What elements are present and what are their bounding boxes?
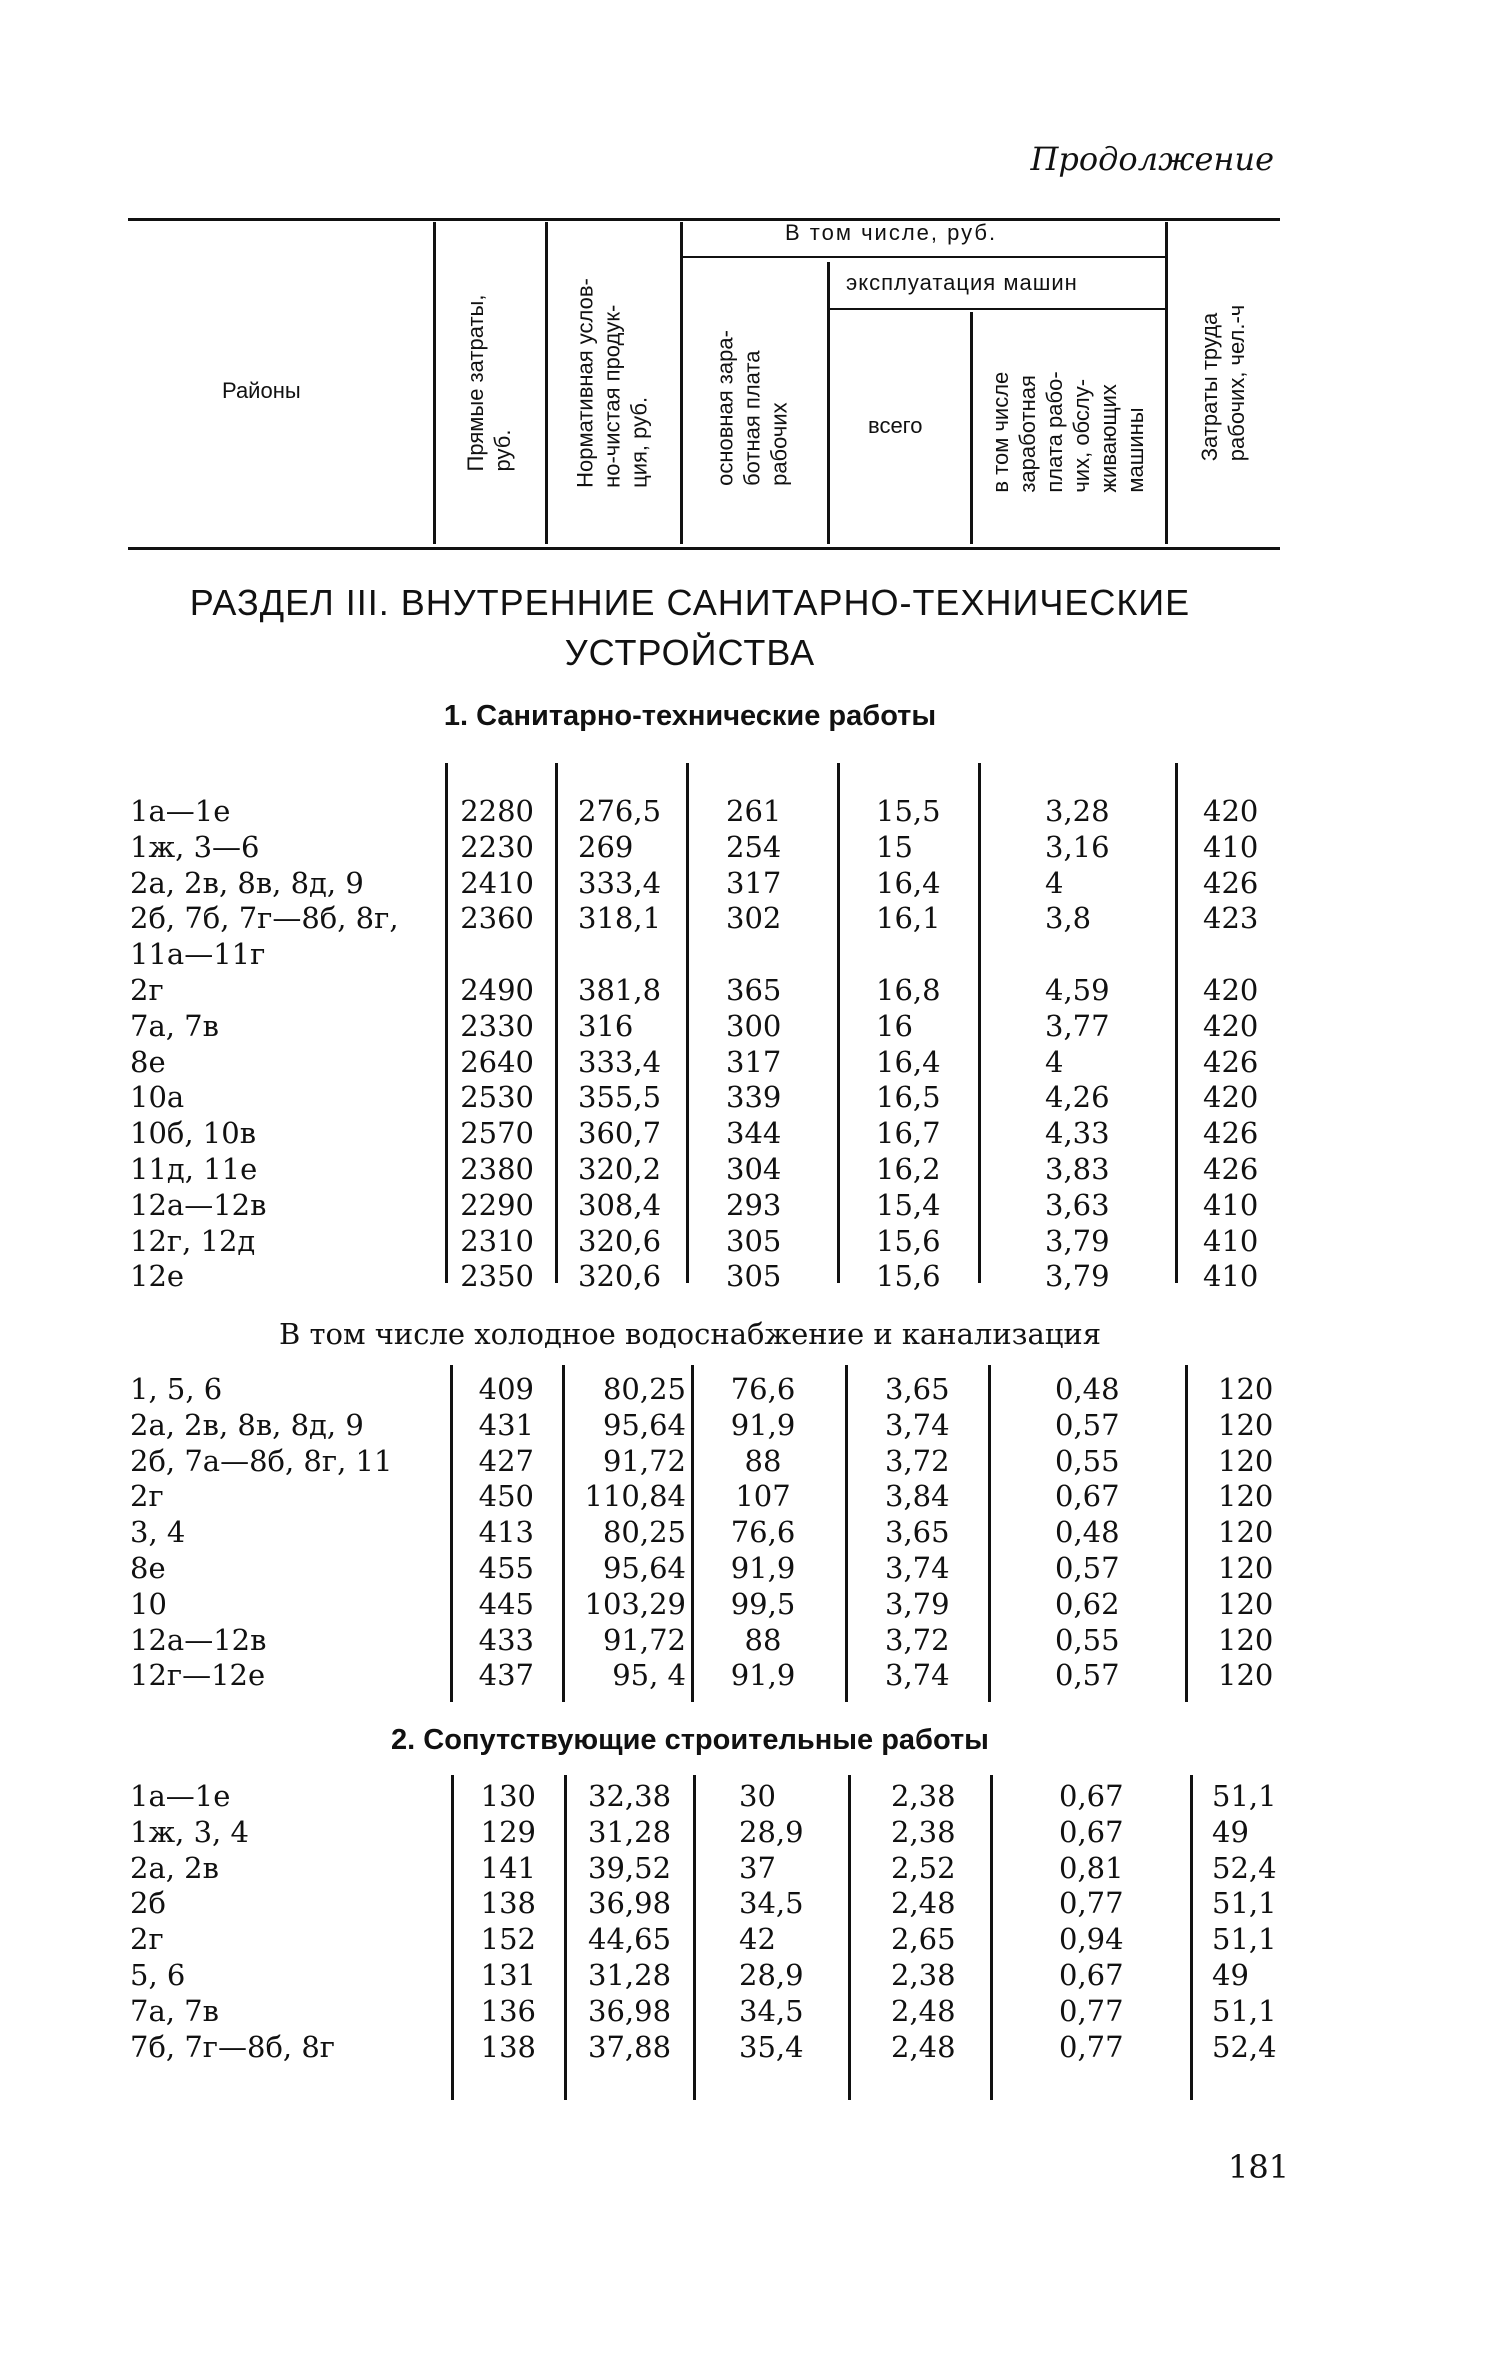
header-normative-net: Нормативная услов- но-чистая продук- ция, руб. <box>572 278 652 488</box>
cell-direct: 413 <box>478 1515 534 1550</box>
cell-mwage: 3,77 <box>1045 1008 1110 1043</box>
cell-norm: 32,38 <box>588 1779 672 1813</box>
table-row <box>0 1958 1503 1994</box>
cell-direct: 2230 <box>460 829 534 864</box>
cell-labor: 120 <box>1218 1479 1274 1514</box>
cell-mwage: 0,57 <box>1055 1658 1120 1693</box>
cell-direct: 445 <box>478 1586 534 1621</box>
cell-mwage: 0,48 <box>1055 1515 1120 1550</box>
table-row <box>0 1045 1503 1081</box>
cell-mwage: 3,79 <box>1045 1223 1110 1258</box>
cell-region: 7а, 7в <box>130 1993 219 2028</box>
cell-norm: 276,5 <box>578 794 662 828</box>
cell-mwage: 3,28 <box>1045 794 1110 828</box>
table-row <box>0 1886 1503 1922</box>
table-row <box>0 1515 1503 1551</box>
cell-norm: 103,29 <box>584 1586 686 1621</box>
table-row <box>0 1658 1503 1694</box>
cell-labor: 51,1 <box>1212 1779 1277 1813</box>
cell-region: 3, 4 <box>130 1515 186 1550</box>
cell-direct: 431 <box>478 1407 534 1442</box>
table-row <box>0 1779 1503 1815</box>
cell-wage: 28,9 <box>739 1814 804 1849</box>
table-row <box>0 1372 1503 1408</box>
cell-wage: 76,6 <box>730 1515 796 1550</box>
cell-wage: 34,5 <box>739 1886 804 1921</box>
cell-total: 2,38 <box>891 1779 956 1813</box>
cell-region: 7б, 7г—8б, 8г <box>130 2029 335 2064</box>
table-row <box>0 1994 1503 2030</box>
cell-mwage: 0,57 <box>1055 1550 1120 1585</box>
cell-mwage: 0,48 <box>1055 1372 1120 1406</box>
cell-wage: 42 <box>739 1922 776 1957</box>
cell-labor: 426 <box>1203 1044 1259 1079</box>
header-including-rule <box>683 256 1167 258</box>
cell-direct: 2530 <box>460 1080 534 1115</box>
cell-mwage: 0,67 <box>1059 1779 1124 1813</box>
cell-total: 16,4 <box>876 1044 941 1079</box>
table-row <box>0 1551 1503 1587</box>
cell-norm: 320,2 <box>578 1151 662 1186</box>
cell-labor: 120 <box>1218 1372 1274 1406</box>
header-top-rule <box>128 218 1280 221</box>
cell-direct: 2640 <box>460 1044 534 1079</box>
cell-total: 3,74 <box>885 1658 950 1693</box>
cell-region: 5, 6 <box>130 1957 186 1992</box>
cell-region: 1а—1е <box>130 794 231 828</box>
cell-labor: 120 <box>1218 1658 1274 1693</box>
cell-norm: 320,6 <box>578 1223 662 1258</box>
cell-mwage: 0,62 <box>1055 1586 1120 1621</box>
table-row <box>0 1152 1503 1188</box>
cell-mwage: 0,67 <box>1059 1814 1124 1849</box>
table-row <box>0 1851 1503 1887</box>
cell-total: 2,65 <box>891 1922 956 1957</box>
cell-mwage: 0,57 <box>1055 1407 1120 1442</box>
cell-region: 12г—12е <box>130 1658 266 1693</box>
cell-total: 2,38 <box>891 1957 956 1992</box>
cell-wage: 304 <box>726 1151 782 1186</box>
cell-total: 15 <box>876 829 913 864</box>
cell-direct: 131 <box>480 1957 536 1992</box>
cell-mwage: 3,83 <box>1045 1151 1110 1186</box>
header-base-wage: основная зара- ботная плата рабочих <box>712 330 792 486</box>
cell-total: 16,4 <box>876 865 941 900</box>
cell-wage: 300 <box>726 1008 782 1043</box>
cell-labor: 426 <box>1203 1151 1259 1186</box>
cell-direct: 152 <box>480 1922 536 1957</box>
cell-norm: 37,88 <box>588 2029 672 2064</box>
cell-norm: 333,4 <box>578 865 662 900</box>
cell-direct: 141 <box>480 1850 536 1885</box>
cell-labor: 120 <box>1218 1622 1274 1657</box>
cell-norm: 39,52 <box>588 1850 672 1885</box>
cell-mwage: 0,94 <box>1059 1922 1124 1957</box>
cell-wage: 317 <box>726 1044 782 1079</box>
cell-labor: 49 <box>1212 1814 1249 1849</box>
cell-norm: 316 <box>578 1008 634 1043</box>
header-direct-costs: Прямые затраты, руб. <box>463 294 515 472</box>
cell-direct: 2280 <box>460 794 534 828</box>
cell-total: 3,74 <box>885 1550 950 1585</box>
cell-mwage: 3,16 <box>1045 829 1110 864</box>
cell-wage: 339 <box>726 1080 782 1115</box>
cell-direct: 2310 <box>460 1223 534 1258</box>
cell-labor: 423 <box>1203 901 1259 936</box>
cell-labor: 120 <box>1218 1515 1274 1550</box>
cell-wage: 91,9 <box>730 1550 796 1585</box>
cell-region: 12а—12в <box>130 1187 267 1222</box>
cell-direct: 437 <box>478 1658 534 1693</box>
table-row <box>0 1188 1503 1224</box>
cell-total: 3,79 <box>885 1586 950 1621</box>
cell-wage: 99,5 <box>730 1586 796 1621</box>
cell-norm: 31,28 <box>588 1957 672 1992</box>
cell-norm: 91,72 <box>602 1622 686 1657</box>
cell-labor: 420 <box>1203 972 1259 1007</box>
cell-region: 11д, 11е <box>130 1151 258 1186</box>
section-title: РАЗДЕЛ III. ВНУТРЕННИЕ САНИТАРНО-ТЕХНИЧЕСКИЕ УСТРОЙСТВА <box>189 582 1191 673</box>
cell-direct: 129 <box>480 1814 536 1849</box>
cell-wage: 305 <box>726 1223 782 1258</box>
cell-total: 3,84 <box>885 1479 950 1514</box>
cell-total: 16,1 <box>876 901 941 936</box>
cell-region: 2б <box>130 1886 166 1921</box>
cell-norm: 95,64 <box>602 1407 686 1442</box>
cell-mwage: 0,67 <box>1055 1479 1120 1514</box>
cell-wage: 34,5 <box>739 1993 804 2028</box>
cell-direct: 2360 <box>460 901 534 936</box>
cell-labor: 51,1 <box>1212 1922 1277 1957</box>
header-total: всего <box>868 413 923 438</box>
cell-region: 7а, 7в <box>130 1008 219 1043</box>
cell-norm: 80,25 <box>602 1515 686 1550</box>
table-row <box>0 1922 1503 1958</box>
cell-wage: 91,9 <box>730 1407 796 1442</box>
header-machine-ops: эксплуатация машин <box>846 270 1078 295</box>
cell-norm: 80,25 <box>602 1372 686 1406</box>
table-row <box>0 1479 1503 1515</box>
cell-total: 3,65 <box>885 1515 950 1550</box>
cell-norm: 95,64 <box>602 1550 686 1585</box>
subsection-title: В том числе холодное водоснабжение и канализация <box>278 1317 1102 1351</box>
table-row <box>0 830 1503 866</box>
header-bottom-rule <box>128 547 1280 550</box>
table-row <box>0 1224 1503 1260</box>
cell-total: 3,72 <box>885 1622 950 1657</box>
cell-norm: 308,4 <box>578 1187 662 1222</box>
cell-mwage: 0,77 <box>1059 1993 1124 2028</box>
cell-wage: 365 <box>726 972 782 1007</box>
cell-mwage: 0,77 <box>1059 1886 1124 1921</box>
cell-total: 2,38 <box>891 1814 956 1849</box>
cell-wage: 88 <box>744 1622 782 1657</box>
cell-total: 3,74 <box>885 1407 950 1442</box>
cell-wage: 254 <box>726 829 782 864</box>
cell-mwage: 4,26 <box>1045 1080 1110 1115</box>
cell-direct: 433 <box>478 1622 534 1657</box>
cell-region: 10а <box>130 1080 185 1115</box>
header-divider <box>827 262 830 544</box>
table-row <box>0 2030 1503 2066</box>
cell-norm: 320,6 <box>578 1259 662 1294</box>
table-row <box>0 1080 1503 1116</box>
cell-region: 2б, 7а—8б, 8г, 11 <box>130 1443 393 1478</box>
cell-mwage: 3,8 <box>1045 901 1092 936</box>
cell-region: 2а, 2в, 8в, 8д, 9 <box>130 1407 364 1442</box>
water-supply-table <box>0 1372 1503 1694</box>
table-row <box>0 1009 1503 1045</box>
cell-labor: 120 <box>1218 1443 1274 1478</box>
table-row <box>0 1815 1503 1851</box>
table-row <box>0 1623 1503 1659</box>
cell-labor: 51,1 <box>1212 1993 1277 2028</box>
cell-mwage: 3,79 <box>1045 1259 1110 1294</box>
cell-norm: 95, 4 <box>612 1658 686 1693</box>
table-row <box>0 866 1503 902</box>
cell-labor: 420 <box>1203 794 1259 828</box>
cell-region: 2а, 2в <box>130 1850 219 1885</box>
subsection-title: 1. Санитарно-технические работы <box>443 700 937 732</box>
cell-region: 1, 5, 6 <box>130 1372 223 1406</box>
header-divider <box>680 222 683 544</box>
cell-norm: 91,72 <box>602 1443 686 1478</box>
cell-total: 16,8 <box>876 972 941 1007</box>
cell-labor: 410 <box>1203 1259 1259 1294</box>
cell-wage: 317 <box>726 865 782 900</box>
cell-direct: 138 <box>480 1886 536 1921</box>
page-number: 181 <box>1228 2148 1290 2186</box>
cell-labor: 120 <box>1218 1586 1274 1621</box>
cell-direct: 2330 <box>460 1008 534 1043</box>
cell-direct: 2410 <box>460 865 534 900</box>
cell-wage: 107 <box>735 1479 791 1514</box>
cell-region: 2г <box>130 1922 164 1957</box>
cell-region: 2а, 2в, 8в, 8д, 9 <box>130 865 364 900</box>
cell-total: 16,7 <box>876 1116 941 1151</box>
cell-direct: 130 <box>480 1779 536 1813</box>
cell-mwage: 0,67 <box>1059 1957 1124 1992</box>
cell-total: 15,5 <box>876 794 941 828</box>
cell-total: 3,65 <box>885 1372 950 1406</box>
cell-region: 1ж, 3, 4 <box>130 1814 249 1849</box>
continuation-label: Продолжение <box>1030 140 1274 178</box>
cell-region: 8е <box>130 1550 166 1585</box>
cell-norm: 381,8 <box>578 972 662 1007</box>
related-construction-table <box>0 1779 1503 2065</box>
cell-direct: 2380 <box>460 1151 534 1186</box>
header-divider <box>433 222 436 544</box>
cell-direct: 2570 <box>460 1116 534 1151</box>
cell-labor: 410 <box>1203 1223 1259 1258</box>
cell-region: 12а—12в <box>130 1622 267 1657</box>
cell-labor: 120 <box>1218 1407 1274 1442</box>
cell-total: 2,48 <box>891 2029 956 2064</box>
cell-norm: 269 <box>578 829 634 864</box>
table-row <box>0 937 1503 973</box>
table-row <box>0 794 1503 830</box>
cell-wage: 344 <box>726 1116 782 1151</box>
cell-labor: 120 <box>1218 1550 1274 1585</box>
cell-region: 11а—11г <box>130 937 266 972</box>
table-row <box>0 1259 1503 1295</box>
cell-direct: 2490 <box>460 972 534 1007</box>
cell-total: 3,72 <box>885 1443 950 1478</box>
header-regions: Районы <box>222 378 301 403</box>
cell-total: 15,6 <box>876 1223 941 1258</box>
cell-total: 16,2 <box>876 1151 941 1186</box>
cell-mwage: 4 <box>1045 1044 1064 1079</box>
header-divider <box>545 222 548 544</box>
cell-total: 15,6 <box>876 1259 941 1294</box>
cell-wage: 302 <box>726 901 782 936</box>
cell-wage: 88 <box>744 1443 782 1478</box>
cell-norm: 333,4 <box>578 1044 662 1079</box>
cell-mwage: 0,77 <box>1059 2029 1124 2064</box>
cell-mwage: 0,55 <box>1055 1443 1120 1478</box>
cell-region: 1а—1е <box>130 1779 231 1813</box>
cell-labor: 410 <box>1203 1187 1259 1222</box>
cell-total: 16 <box>876 1008 913 1043</box>
header-including-group: В том числе, руб. <box>785 220 998 245</box>
cell-region: 8е <box>130 1044 166 1079</box>
cell-norm: 110,84 <box>584 1479 686 1514</box>
cell-total: 2,48 <box>891 1993 956 2028</box>
cell-direct: 450 <box>478 1479 534 1514</box>
header-divider <box>1165 222 1168 544</box>
cell-norm: 44,65 <box>588 1922 672 1957</box>
header-incl-wage: в том числе заработная плата рабо- чих, обслу- живающих машины <box>988 371 1148 493</box>
subsection-title: 2. Сопутствующие строительные работы <box>391 1724 989 1756</box>
table-row <box>0 901 1503 937</box>
cell-mwage: 3,63 <box>1045 1187 1110 1222</box>
header-machines-rule <box>830 308 1167 310</box>
cell-region: 1ж, 3—6 <box>130 829 260 864</box>
header-divider <box>970 312 973 544</box>
cell-labor: 49 <box>1212 1957 1249 1992</box>
cell-wage: 35,4 <box>739 2029 804 2064</box>
cell-region: 2б, 7б, 7г—8б, 8г, <box>130 901 399 936</box>
cell-labor: 52,4 <box>1212 1850 1277 1885</box>
cell-total: 2,48 <box>891 1886 956 1921</box>
cell-region: 12г, 12д <box>130 1223 256 1258</box>
cell-norm: 31,28 <box>588 1814 672 1849</box>
cell-region: 2г <box>130 972 164 1007</box>
table-row <box>0 1444 1503 1480</box>
cell-region: 2г <box>130 1479 164 1514</box>
cell-labor: 426 <box>1203 865 1259 900</box>
cell-wage: 37 <box>739 1850 776 1885</box>
sanitary-works-table <box>0 794 1503 1295</box>
cell-wage: 76,6 <box>730 1372 796 1406</box>
header-labor: Затраты труда рабочих, чел.-ч <box>1197 304 1249 462</box>
cell-wage: 261 <box>726 794 782 828</box>
cell-total: 2,52 <box>891 1850 956 1885</box>
cell-labor: 410 <box>1203 829 1259 864</box>
cell-mwage: 4,33 <box>1045 1116 1110 1151</box>
cell-wage: 293 <box>726 1187 782 1222</box>
cell-direct: 138 <box>480 2029 536 2064</box>
cell-region: 10б, 10в <box>130 1116 257 1151</box>
cell-wage: 305 <box>726 1259 782 1294</box>
cell-mwage: 4 <box>1045 865 1064 900</box>
cell-direct: 2350 <box>460 1259 534 1294</box>
cell-mwage: 4,59 <box>1045 972 1110 1007</box>
cell-norm: 355,5 <box>578 1080 662 1115</box>
table-row <box>0 1408 1503 1444</box>
cell-wage: 30 <box>739 1779 776 1813</box>
cell-labor: 426 <box>1203 1116 1259 1151</box>
cell-wage: 91,9 <box>730 1658 796 1693</box>
cell-wage: 28,9 <box>739 1957 804 1992</box>
cell-norm: 360,7 <box>578 1116 662 1151</box>
cell-direct: 2290 <box>460 1187 534 1222</box>
table-row <box>0 1116 1503 1152</box>
cell-norm: 318,1 <box>578 901 662 936</box>
cell-norm: 36,98 <box>588 1886 672 1921</box>
cell-region: 12е <box>130 1259 185 1294</box>
cell-total: 16,5 <box>876 1080 941 1115</box>
cell-mwage: 0,55 <box>1055 1622 1120 1657</box>
cell-labor: 420 <box>1203 1080 1259 1115</box>
cell-direct: 136 <box>480 1993 536 2028</box>
cell-labor: 52,4 <box>1212 2029 1277 2064</box>
cell-region: 10 <box>130 1586 167 1621</box>
cell-direct: 409 <box>478 1372 534 1406</box>
cell-mwage: 0,81 <box>1059 1850 1124 1885</box>
cell-labor: 51,1 <box>1212 1886 1277 1921</box>
cell-total: 15,4 <box>876 1187 941 1222</box>
table-row <box>0 973 1503 1009</box>
cell-direct: 427 <box>478 1443 534 1478</box>
cell-labor: 420 <box>1203 1008 1259 1043</box>
cell-norm: 36,98 <box>588 1993 672 2028</box>
cell-direct: 455 <box>478 1550 534 1585</box>
table-row <box>0 1587 1503 1623</box>
